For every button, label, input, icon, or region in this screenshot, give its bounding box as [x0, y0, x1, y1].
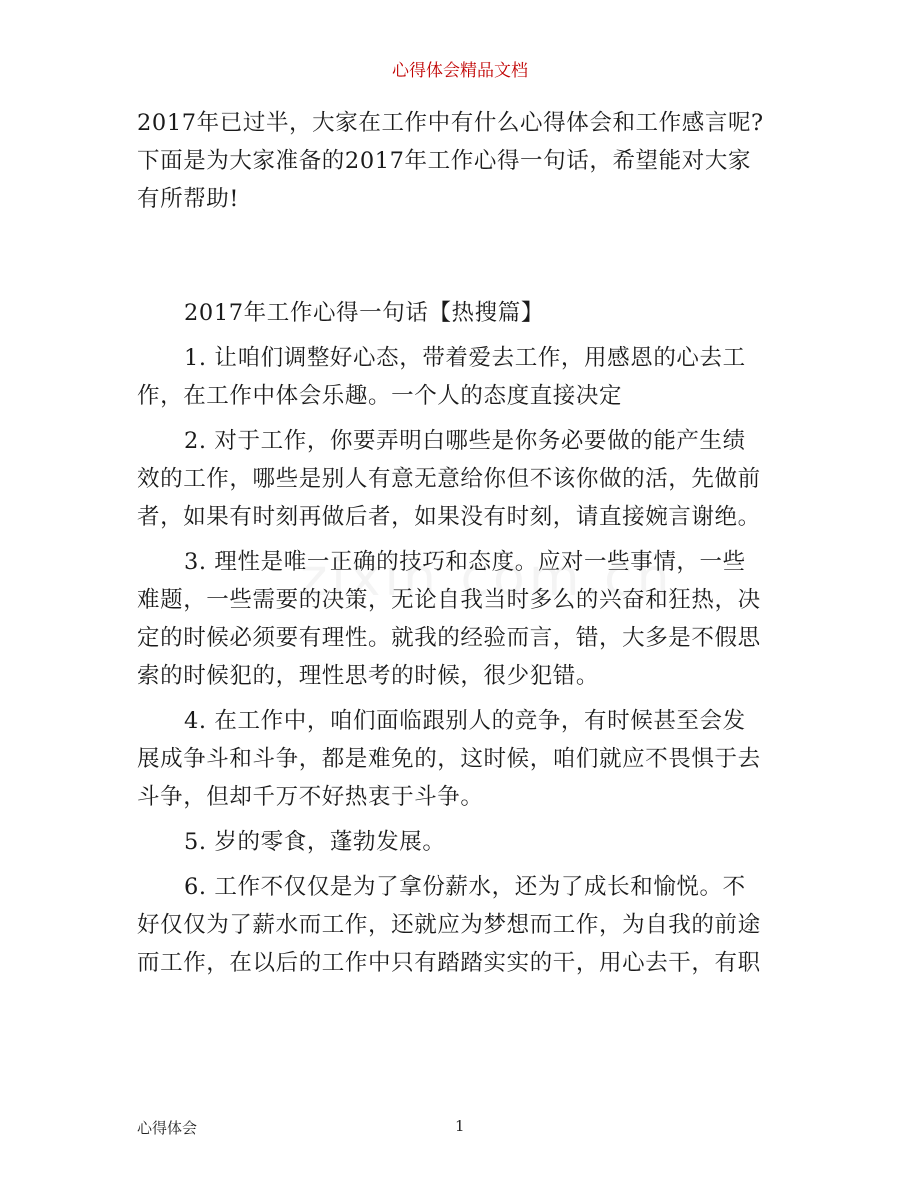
item-line: 6. 工作不仅仅是为了拿份薪水，还为了成长和愉悦。不: [184, 874, 746, 900]
item-line: 斗争，但却千万不好热衷于斗争。: [137, 784, 484, 810]
item-line: 而工作，在以后的工作中只有踏踏实实的干，用心去干，有职: [137, 950, 761, 976]
section-title: 2017年工作心得一句话【热搜篇】: [184, 300, 544, 326]
page-number: 1: [455, 1117, 465, 1135]
item-line: 索的时候犯的，理性思考的时候，很少犯错。: [137, 663, 600, 689]
item-line: 效的工作，哪些是别人有意无意给你但不该你做的活，先做前: [137, 466, 761, 492]
list-item: [137, 823, 787, 861]
item-line: 者，如果有时刻再做后者，如果没有时刻，请直接婉言谢绝。: [137, 504, 761, 530]
list-item: [137, 339, 787, 415]
intro-line: 有所帮助!: [137, 186, 240, 212]
item-line: 4. 在工作中，咱们面临跟别人的竞争，有时候甚至会发: [184, 708, 746, 734]
item-line: 作，在工作中体会乐趣。一个人的态度直接决定: [137, 383, 623, 409]
list-item: [137, 422, 787, 536]
item-line: 3. 理性是唯一正确的技巧和态度。应对一些事情，一些: [184, 549, 746, 575]
item-line: 5. 岁的零食，蓬勃发展。: [184, 829, 446, 855]
list-item: [137, 702, 787, 816]
footer-label: 心得体会: [137, 1119, 198, 1137]
item-line: 1. 让咱们调整好心态，带着爱去工作，用感恩的心去工: [184, 345, 746, 371]
item-line: 好仅仅为了薪水而工作，还就应为梦想而工作，为自我的前途: [137, 912, 761, 938]
item-line: 难题，一些需要的决策，无论自我当时多么的兴奋和狂热，决: [137, 587, 761, 613]
list-item: [137, 868, 787, 982]
item-line: 展成争斗和斗争，都是难免的，这时候，咱们就应不畏惧于去: [137, 746, 761, 772]
page-header-title: 心得体会精品文档: [392, 61, 528, 81]
document-body: [137, 104, 787, 982]
item-line: 2. 对于工作，你要弄明白哪些是你务必要做的能产生绩: [184, 428, 746, 454]
item-line: 定的时候必须要有理性。就我的经验而言，错，大多是不假思: [137, 625, 761, 651]
intro-line: 2017年已过半，大家在工作中有什么心得体会和工作感言呢?: [137, 110, 764, 136]
list-item: [137, 543, 787, 695]
intro-paragraph: [137, 104, 787, 218]
intro-line: 下面是为大家准备的2017年工作心得一句话，希望能对大家: [137, 148, 752, 174]
